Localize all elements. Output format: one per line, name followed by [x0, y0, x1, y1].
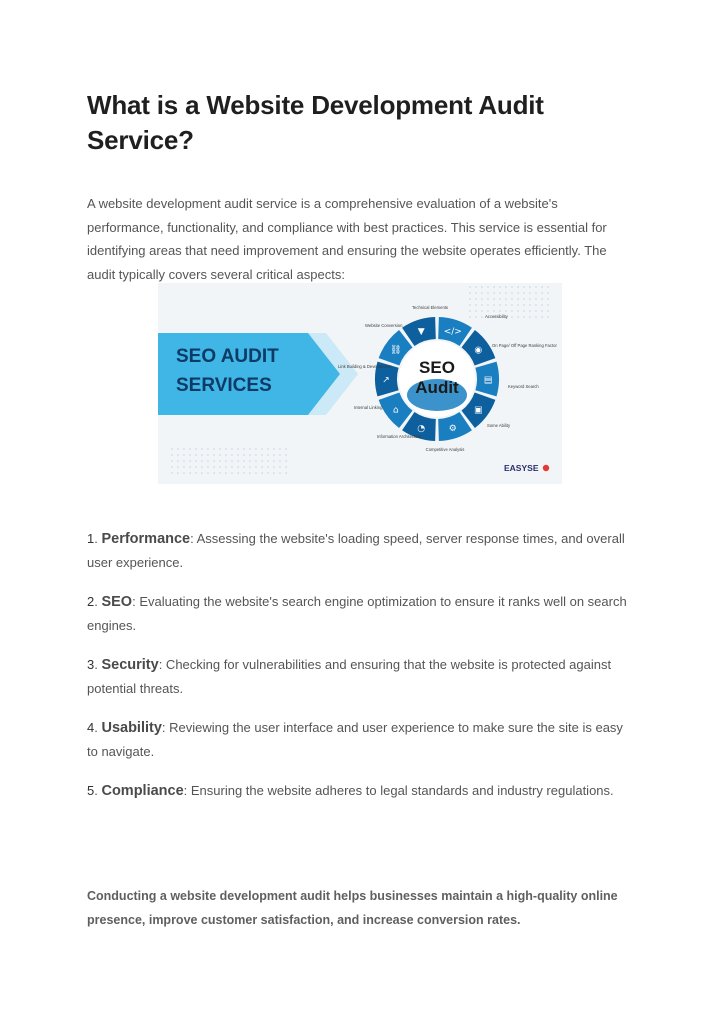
wheel-label: Website Conversion	[365, 323, 403, 328]
list-item	[87, 527, 632, 575]
article	[87, 88, 632, 286]
wheel-label: On Page/ Off Page Ranking Factor	[492, 343, 557, 348]
wheel-label: Information Architecture	[377, 434, 422, 439]
brand-logo-text: EASYSE	[504, 463, 539, 473]
list-item-number: 1	[87, 531, 95, 546]
list-item-description: : Ensuring the website adheres to legal standards and industry regulations.	[183, 783, 614, 798]
page-title: What is a Website Development Audit Service?	[87, 90, 544, 155]
wheel-segment-icon: ⌂	[392, 405, 399, 416]
list-item-term: Performance	[101, 531, 191, 547]
wheel-segment-icon: ◉	[474, 345, 483, 356]
wheel-segment-icon: ▼	[417, 326, 425, 337]
intro-paragraph: A website development audit service is a comprehensive evaluation of a website's performance, functionality, and compliance with best practices. This service is essential for identifying areas that need improvement and ensuring the website operates efficiently. The audit typically covers several critical aspects:	[87, 196, 607, 282]
seo-audit-figure	[158, 283, 562, 484]
wheel-segment-icon: ▤	[483, 375, 493, 386]
list-item-description: : Reviewing the user interface and user experience to make sure the site is easy to navigate.	[87, 720, 623, 759]
list-item	[87, 653, 632, 701]
wheel-center-line-1: SEO	[419, 358, 455, 377]
wheel-center-line-2: Audit	[415, 378, 459, 397]
closing-paragraph: Conducting a website development audit helps businesses maintain a high-quality online presence, improve customer satisfaction, and increase conversion rates.	[87, 889, 618, 927]
banner-line-1: SEO AUDIT	[176, 346, 279, 367]
wheel-segment-icon: ⛓	[390, 345, 402, 356]
wheel-segment-icon: ↗	[382, 375, 390, 386]
list-item-separator: .	[94, 531, 102, 546]
list-item-number: 3	[87, 657, 95, 672]
list-item-separator: .	[94, 720, 102, 735]
wheel-label: Link Building & Development	[338, 364, 392, 369]
wheel-label: Internal Linking	[354, 405, 383, 410]
list-item-number: 2	[87, 594, 95, 609]
wheel-segment-icon: ◔	[417, 424, 426, 435]
list-item-separator: .	[94, 594, 102, 609]
list-item	[87, 716, 632, 764]
list-item-description: : Evaluating the website's search engine optimization to ensure it ranks well on search engines.	[87, 594, 627, 633]
wheel-label: Keyword Search	[508, 384, 539, 389]
list-item-separator: .	[94, 657, 102, 672]
list-item-separator: .	[94, 783, 102, 798]
banner-line-2: SERVICES	[176, 375, 272, 396]
aspects-list	[87, 527, 632, 818]
wheel-segment-icon: </>	[443, 326, 462, 337]
wheel-segment-icon: ▣	[474, 405, 483, 416]
wheel-label: Accessibility	[485, 314, 508, 319]
list-item-description: : Checking for vulnerabilities and ensuring that the website is protected against potential threats.	[87, 657, 612, 696]
wheel-label: Some Ability	[487, 423, 511, 428]
wheel-label: Competitive Analysis	[425, 447, 465, 452]
list-item-description: : Assessing the website's loading speed, server response times, and overall user experience.	[87, 531, 625, 570]
list-item-term: Compliance	[101, 783, 184, 799]
list-item-term: SEO	[101, 594, 133, 610]
list-item-number: 5	[87, 783, 95, 798]
list-item-term: Usability	[101, 720, 162, 736]
brand-logo-dot	[543, 465, 549, 471]
list-item	[87, 779, 632, 803]
list-item-number: 4	[87, 720, 95, 735]
seo-audit-illustration	[158, 283, 562, 484]
list-item-term: Security	[101, 657, 159, 673]
wheel-segment-icon: ⚙	[448, 424, 457, 435]
list-item	[87, 590, 632, 638]
wheel-label: Technical Elements	[411, 305, 449, 310]
